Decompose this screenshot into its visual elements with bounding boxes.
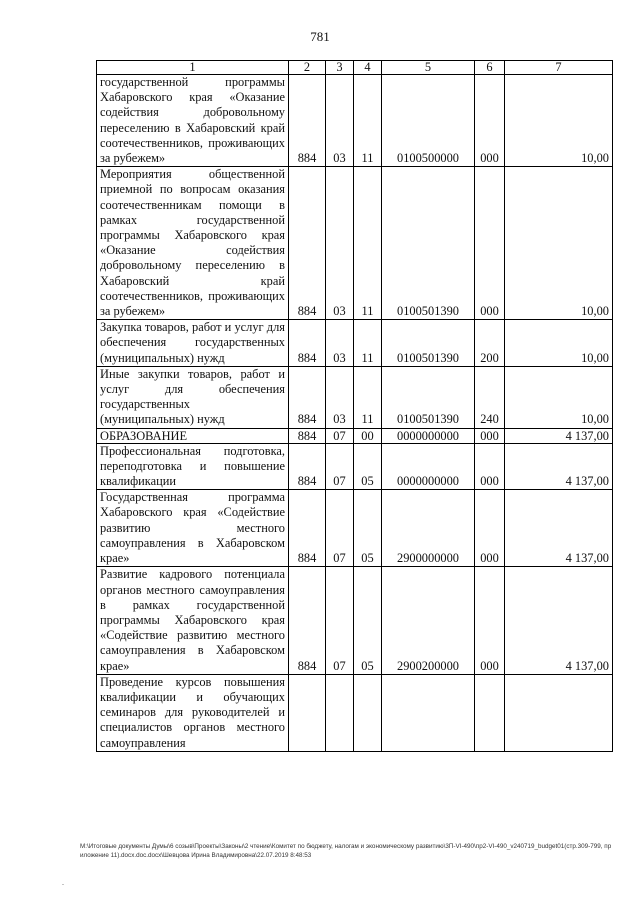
row-c2 [289,674,326,751]
row-c4: 05 [354,567,382,674]
row-c4: 00 [354,428,382,443]
row-c5: 2900200000 [382,567,475,674]
row-c2: 884 [289,443,326,490]
row-description: государственной программы Хабаровского края «Оказание содействия добровольному переселению в Хабаровский край соотечественников, проживающих за рубежем» [97,75,289,167]
row-c7: 4 137,00 [505,567,613,674]
row-c3: 03 [326,167,354,320]
row-c7: 10,00 [505,167,613,320]
header-cell: 1 [97,61,289,75]
budget-table [96,60,613,752]
row-c5: 0000000000 [382,428,475,443]
header-cell: 7 [505,61,613,75]
row-c2: 884 [289,320,326,367]
row-c5: 0100501390 [382,320,475,367]
table-row [97,674,613,751]
row-c6: 000 [475,567,505,674]
row-c3: 07 [326,443,354,490]
row-c3: 03 [326,75,354,167]
header-cell: 4 [354,61,382,75]
row-c3: 07 [326,567,354,674]
row-c5: 0100500000 [382,75,475,167]
row-c6 [475,674,505,751]
table-row [97,366,613,428]
row-c6: 000 [475,490,505,567]
row-description: ОБРАЗОВАНИЕ [97,428,289,443]
row-c6: 000 [475,75,505,167]
row-c6: 000 [475,443,505,490]
row-c6: 200 [475,320,505,367]
row-c4: 05 [354,443,382,490]
row-c7: 4 137,00 [505,428,613,443]
row-c6: 000 [475,428,505,443]
row-c7: 4 137,00 [505,490,613,567]
row-c6: 240 [475,366,505,428]
row-c6: 000 [475,167,505,320]
header-cell: 6 [475,61,505,75]
row-c4: 11 [354,167,382,320]
row-c4: 11 [354,75,382,167]
row-c2: 884 [289,366,326,428]
row-c5: 2900000000 [382,490,475,567]
row-c4 [354,674,382,751]
document-path-footer: M:\Итоговые документы Думы\6 созыв\Проекты\Законы\2 чтение\Комитет по бюджету, налогам и экономическому развитию\3П-VI-490\пр2-VI-490_v240719_budget01(стр.309-799, приложение 11).docx.doc.docx\Шевцова Ирина Владимировна\22.07.2019 8:48:53 [80,843,612,859]
section-row [97,428,613,443]
row-c7: 4 137,00 [505,443,613,490]
table-row [97,567,613,674]
row-description: Иные закупки товаров, работ и услуг для обеспечения государственных (муниципальных) нужд [97,366,289,428]
row-c7: 10,00 [505,366,613,428]
table-row [97,490,613,567]
scan-mark: . [62,878,64,887]
row-c3: 03 [326,366,354,428]
row-c7: 10,00 [505,75,613,167]
row-c5: 0100501390 [382,366,475,428]
row-c7: 10,00 [505,320,613,367]
column-number-header [97,61,613,75]
row-description: Закупка товаров, работ и услуг для обеспечения государственных (муниципальных) нужд [97,320,289,367]
row-c2: 884 [289,428,326,443]
table-row [97,167,613,320]
row-c2: 884 [289,490,326,567]
table-row [97,75,613,167]
row-c2: 884 [289,167,326,320]
row-c5: 0000000000 [382,443,475,490]
header-cell: 3 [326,61,354,75]
row-c4: 05 [354,490,382,567]
header-cell: 5 [382,61,475,75]
row-c5: 0100501390 [382,167,475,320]
row-description: Мероприятия общественной приемной по вопросам оказания соотечественникам помощи в рамках государственной программы Хабаровского края «Оказание содействия добровольному переселению в Хабаровский край соотечественников, проживающих за рубежем» [97,167,289,320]
row-description: Развитие кадрового потенциала органов местного самоуправления в рамках государственной программы Хабаровского края «Содействие развитию местного самоуправления в Хабаровском крае» [97,567,289,674]
row-c3 [326,674,354,751]
row-description: Государственная программа Хабаровского края «Содействие развитию местного самоуправления в Хабаровском крае» [97,490,289,567]
row-c4: 11 [354,320,382,367]
row-c7 [505,674,613,751]
page-number: 781 [310,29,330,44]
row-description: Проведение курсов повышения квалификации и обучающих семинаров для руководителей и специалистов органов местного самоуправления [97,674,289,751]
row-c3: 07 [326,428,354,443]
table-row [97,320,613,367]
header-cell: 2 [289,61,326,75]
row-c3: 07 [326,490,354,567]
row-c3: 03 [326,320,354,367]
row-description: Профессиональная подготовка, переподготовка и повышение квалификации [97,443,289,490]
row-c4: 11 [354,366,382,428]
row-c2: 884 [289,567,326,674]
row-c2: 884 [289,75,326,167]
table-row [97,443,613,490]
row-c5 [382,674,475,751]
